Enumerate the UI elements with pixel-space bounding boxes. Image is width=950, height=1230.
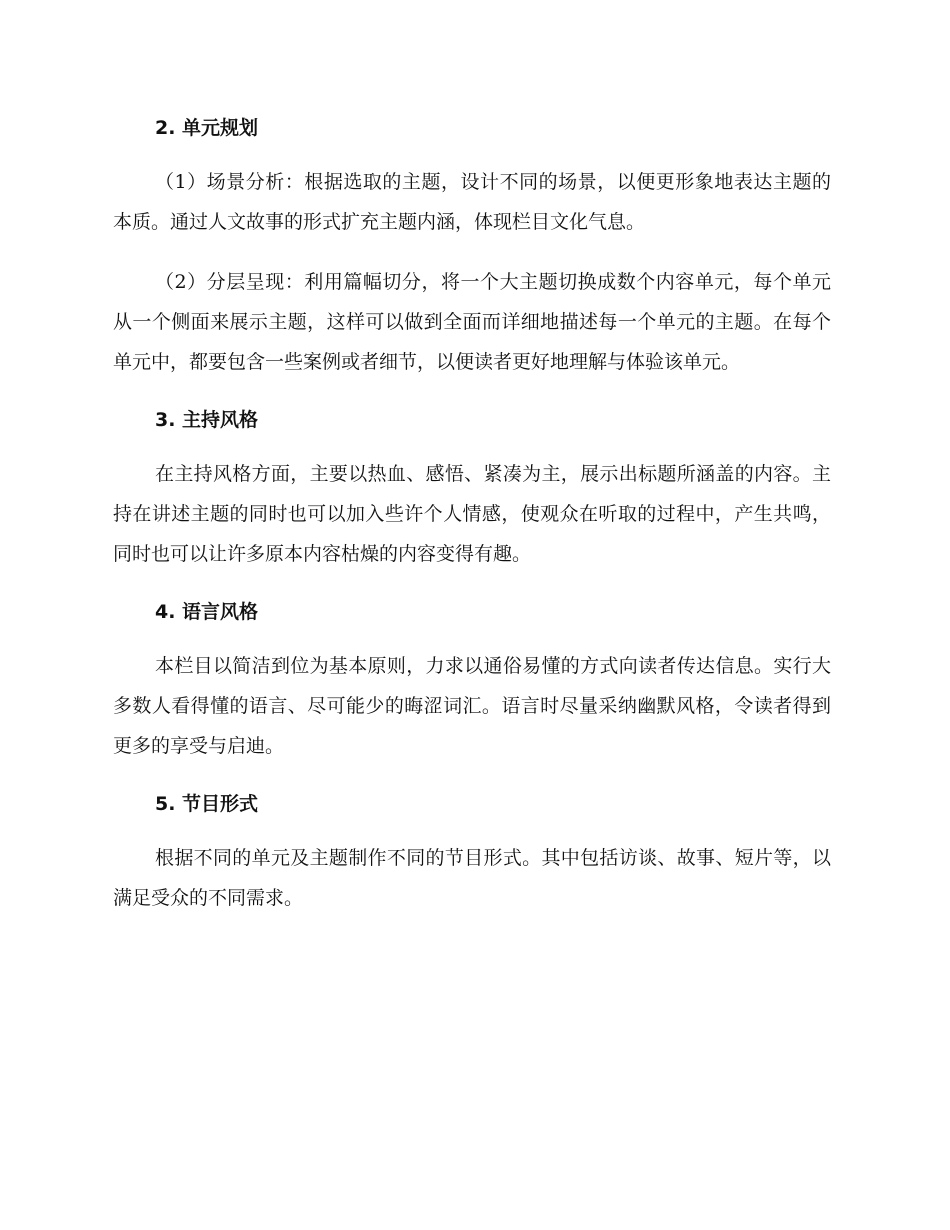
section-heading-language-style: 4. 语言风格 xyxy=(155,601,259,623)
document-page xyxy=(113,110,831,918)
paragraph-scene-analysis: （1）场景分析：根据选取的主题，设计不同的场景，以便更形象地表达主题的本质。通过人文故事的形式扩充主题内涵，体现栏目文化气息。 xyxy=(113,171,831,233)
section-heading-host-style: 3. 主持风格 xyxy=(155,409,259,431)
paragraph-program-format: 根据不同的单元及主题制作不同的节目形式。其中包括访谈、故事、短片等，以满足受众的不同需求。 xyxy=(113,847,831,909)
paragraph-language-style: 本栏目以简洁到位为基本原则，力求以通俗易懂的方式向读者传达信息。实行大多数人看得懂的语言、尽可能少的晦涩词汇。语言时尽量采纳幽默风格，令读者得到更多的享受与启迪。 xyxy=(113,655,831,757)
section-heading-unit-planning: 2. 单元规划 xyxy=(155,117,259,139)
paragraph-host-style: 在主持风格方面，主要以热血、感悟、紧凑为主，展示出标题所涵盖的内容。主持在讲述主题的同时也可以加入些许个人情感，使观众在听取的过程中，产生共鸣，同时也可以让许多原本内容枯燥的内容变得有趣。 xyxy=(113,463,831,565)
paragraph-layered-presentation: （2）分层呈现：利用篇幅切分，将一个大主题切换成数个内容单元，每个单元从一个侧面来展示主题，这样可以做到全面而详细地描述每一个单元的主题。在每个单元中，都要包含一些案例或者细节，以便读者更好地理解与体验该单元。 xyxy=(113,271,831,373)
section-heading-program-format: 5. 节目形式 xyxy=(155,793,259,815)
